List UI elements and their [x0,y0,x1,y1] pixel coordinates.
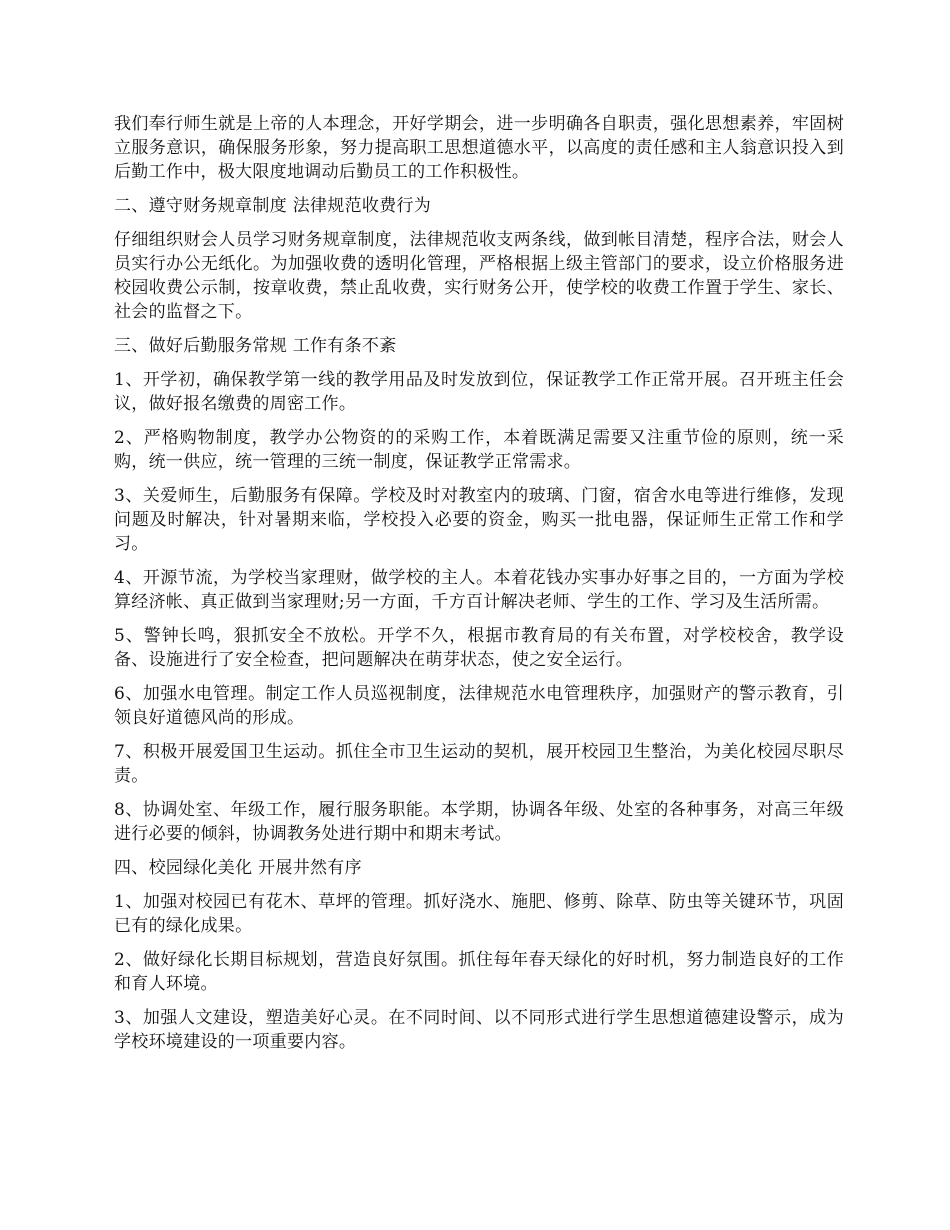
list-item-logistics-1: 1、开学初，确保教学第一线的教学用品及时发放到位，保证教学工作正常开展。召开班主任会议，做好报名缴费的周密工作。 [114,370,844,414]
list-item-logistics-2: 2、严格购物制度，教学办公物资的的采购工作，本着既满足需要又注重节俭的原则，统一采购，统一供应，统一管理的三统一制度，保证教学正常需求。 [114,428,844,472]
section-heading-greening: 四、校园绿化美化 开展井然有序 [114,858,362,878]
list-item-greening-3: 3、加强人文建设，塑造美好心灵。在不同时间、以不同形式进行学生思想道德建设警示，成为学校环境建设的一项重要内容。 [114,1008,844,1052]
paragraph-intro: 我们奉行师生就是上帝的人本理念，开好学期会，进一步明确各自职责，强化思想素养，牢固树立服务意识，确保服务形象，努力提高职工思想道德水平，以高度的责任感和主人翁意识投入到后勤工作中，极大限度地调动后勤员工的工作积极性。 [114,114,844,182]
list-item-logistics-3: 3、关爱师生，后勤服务有保障。学校及时对教室内的玻璃、门窗，宿舍水电等进行维修，发现问题及时解决，针对暑期来临，学校投入必要的资金，购买一批电器，保证师生正常工作和学习。 [114,486,844,554]
list-item-logistics-6: 6、加强水电管理。制定工作人员巡视制度，法律规范水电管理秩序，加强财产的警示教育，引领良好道德风尚的形成。 [114,684,844,728]
section-heading-finance: 二、遵守财务规章制度 法律规范收费行为 [114,196,432,216]
list-item-logistics-8: 8、协调处室、年级工作，履行服务职能。本学期，协调各年级、处室的各种事务，对高三年级进行必要的倾斜，协调教务处进行期中和期末考试。 [114,800,844,844]
list-item-logistics-7: 7、积极开展爱国卫生运动。抓住全市卫生运动的契机，展开校园卫生整治，为美化校园尽职尽责。 [114,742,844,786]
paragraph-finance: 仔细组织财会人员学习财务规章制度，法律规范收支两条线，做到帐目清楚，程序合法，财会人员实行办公无纸化。为加强收费的透明化管理，严格根据上级主管部门的要求，设立价格服务进校园收费公示制，按章收费，禁止乱收费，实行财务公开，使学校的收费工作置于学生、家长、社会的监督之下。 [114,230,844,322]
list-item-logistics-5: 5、警钟长鸣，狠抓安全不放松。开学不久，根据市教育局的有关布置，对学校校舍，教学设备、设施进行了安全检查，把问题解决在萌芽状态，使之安全运行。 [114,626,844,670]
list-item-greening-2: 2、做好绿化长期目标规划，营造良好氛围。抓住每年春天绿化的好时机，努力制造良好的工作和育人环境。 [114,950,844,994]
list-item-logistics-4: 4、开源节流，为学校当家理财，做学校的主人。本着花钱办实事办好事之目的，一方面为学校算经济帐、真正做到当家理财;另一方面，千方百计解决老师、学生的工作、学习及生活所需。 [114,568,844,612]
section-heading-logistics: 三、做好后勤服务常规 工作有条不紊 [114,336,397,356]
document-body [114,112,844,1064]
list-item-greening-1: 1、加强对校园已有花木、草坪的管理。抓好浇水、施肥、修剪、除草、防虫等关键环节，巩固已有的绿化成果。 [114,892,844,936]
